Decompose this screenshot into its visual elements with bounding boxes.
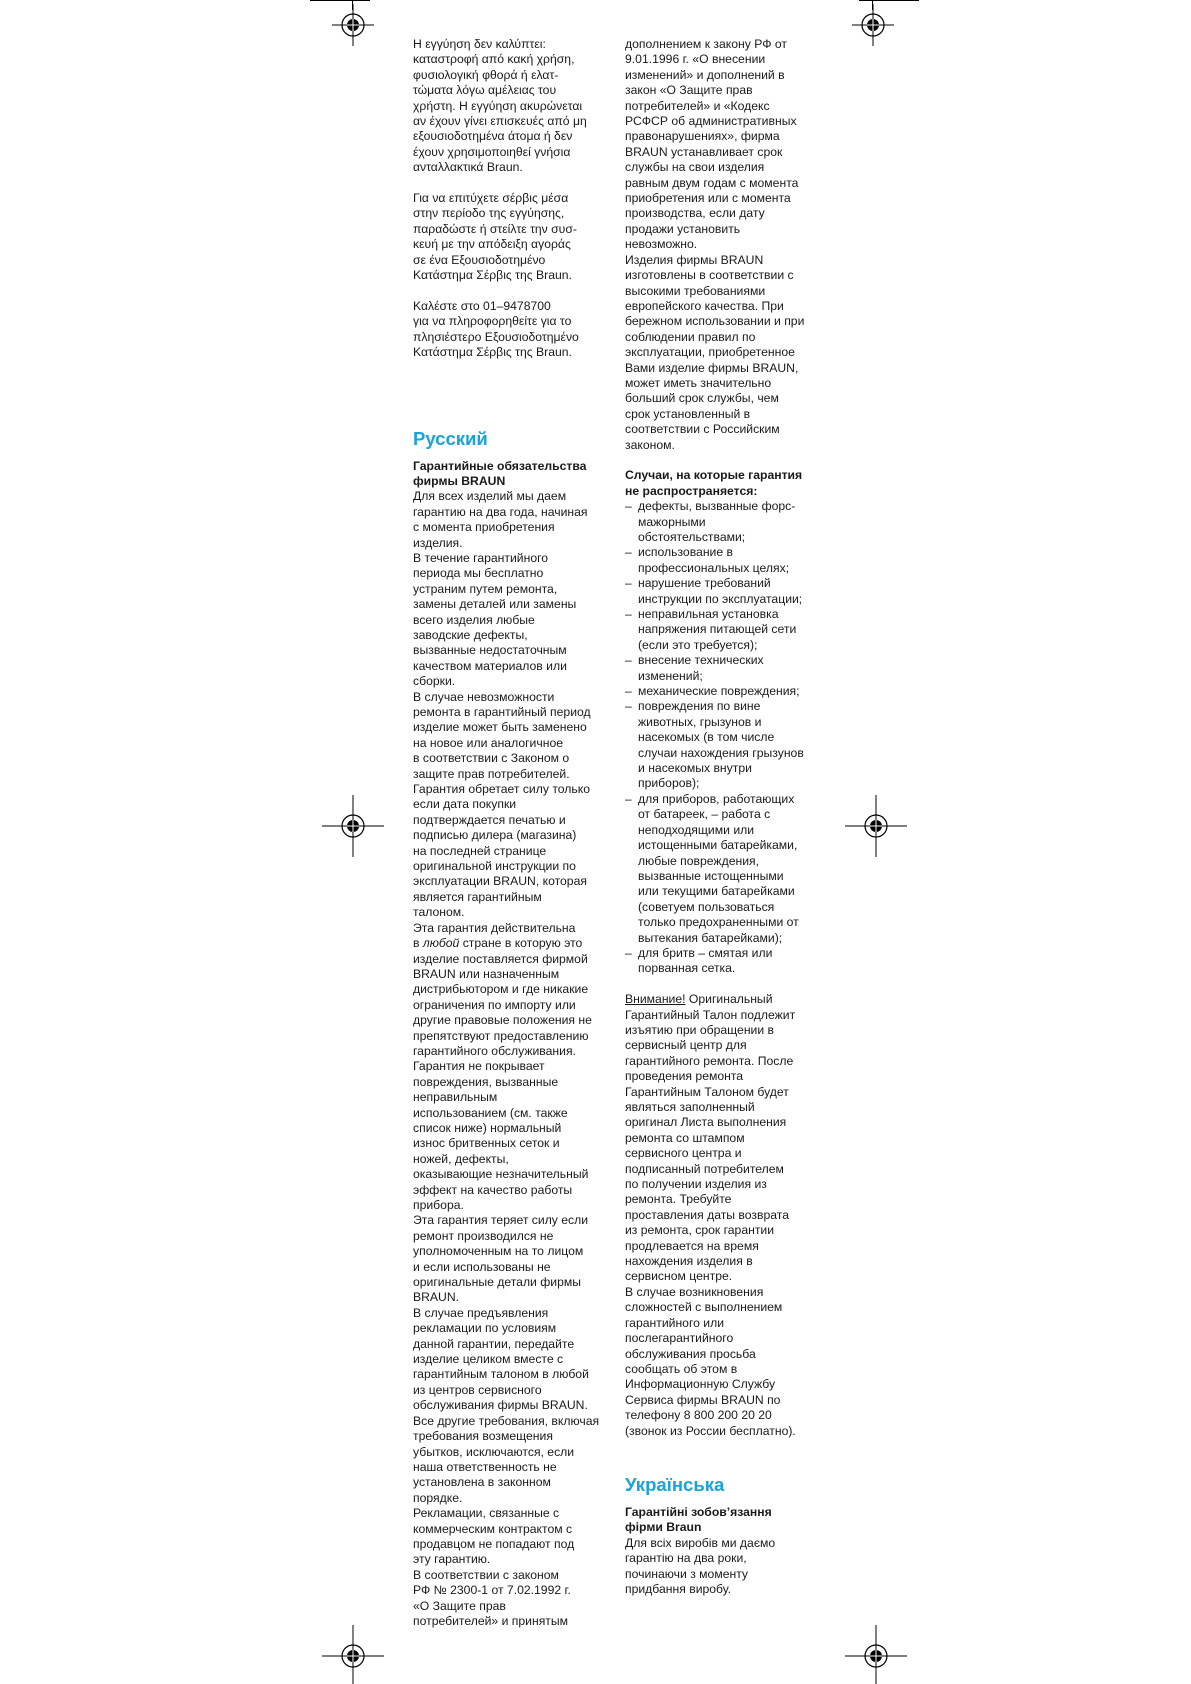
russian-paragraph-1: Для всех изделий мы даем гарантию на два года, начиная с момента приобретения изделия. В течение гарантийного периода мы бесплатно устраним путем ремонта, замены деталей или замены всего изделия любые заводские дефекты, вызванные недостаточным качеством материалов или сборки. В случае невозможности ремонта в гарантийный период изделие может быть заменено на новое или аналогичное в соответствии с Законом о защите прав потребителей. Гарантия обретает силу только если дата покупки подтверждается печатью и подписью дилера (магазина) на последней странице оригинальной инструкции по эксплуатации BRAUN, которая является гарантийным талоном. Эта гарантия действительна	[413, 489, 591, 935]
registration-mark-icon	[322, 795, 384, 857]
ukrainian-heading: Українська	[625, 1473, 725, 1495]
registration-mark-icon	[845, 795, 907, 857]
attention-paragraph: Гарантийный Талон подлежит изъятию при обращении в сервисный центр для гарантийного ремонта. После проведения ремонта Гарантийным Талоном будет являться заполненный оригинал Листа выполнения ремонта со штампом сервисного центра и подписанный потребителем по получении изделия из ремонта. Требуйте проставления даты возврата из ремонта, срок гарантии продлевается на время нахождения изделия в сервисном центре. В случае возникновения сложностей с выполнением гарантийного или послегарантийного обслуживания просьба сообщать об этом в Информационную Службу Сервиса фирмы BRAUN по телефону 8 800 200 20 20 (звонок из России бесплатно).	[625, 1007, 796, 1438]
list-item: – механические повреждения;	[625, 684, 825, 699]
registration-mark-icon	[322, 1625, 384, 1684]
attention-first-line	[625, 992, 825, 1007]
russian-paragraph-3: дополнением к закону РФ от 9.01.1996 г. «О внесении изменений» и дополнений в закон «О Защите прав потребителей» и «Кодекс РСФСР об административных правонарушениях», фирма BRAUN устанавливает срок службы на свои изделия равным двум годам с момента приобретения или с момента производства, если дату продажи установить невозможно. Изделия фирмы BRAUN изготовлены в соответствии с высокими требованиями европейского качества. При бережном использовании и при соблюдении правил по эксплуатации, приобретенное Вами изделие фирмы BRAUN, может иметь значительно больший срок службы, чем срок установленный в соответствии с Российским законом.	[625, 37, 805, 452]
greek-paragraph-1: Η εγγύηση δεν καλύπτει: καταστροφή από κακή χρήση, φυσιολογική φθορά ή ελατ- τώματα λόγω αμέλειας του χρήστη. Η εγγύηση ακυρώνεται αν έχουν γίνει επισκευές από μη εξουσιοδοτημένα άτομα ή δεν έχουν χρησιμοποιηθεί γνήσια ανταλλακτικά Braun.	[413, 37, 587, 175]
list-item: – использование в профессиональных целях;	[625, 545, 825, 576]
list-item: – повреждения по вине животных, грызунов и насекомых (в том числе случаи нахождения грызунов и насекомых внутри приборов);	[625, 699, 825, 791]
attention-first: Оригинальный	[685, 992, 773, 1007]
list-item: – для бритв – смятая или порванная сетка.	[625, 946, 825, 977]
list-item: – нарушение требований инструкции по эксплуатации;	[625, 576, 825, 607]
list-item: – внесение технических изменений;	[625, 653, 825, 684]
greek-paragraph-3: Καλέστε στο 01–9478700 για να πληροφορηθείτε για το πλησιέστερο Εξουσιοδοτημένο Κατάστημα Σέρβις της Braun.	[413, 298, 579, 360]
registration-mark-icon	[852, 4, 894, 46]
italic-line-suffix: стране в которую это	[459, 936, 583, 951]
ukrainian-paragraph-1: Для всіх виробів ми даємо гарантію на два роки, починаючи з моменту придбання виробу.	[625, 1535, 776, 1596]
registration-mark-icon	[332, 4, 374, 46]
exclusions-heading: Случаи, на которые гарантия не распространяется:	[625, 468, 803, 498]
crop-line	[859, 0, 919, 1]
russian-italic-line	[413, 936, 613, 951]
registration-mark-icon	[845, 1625, 907, 1684]
list-item: – неправильная установка напряжения питающей сети (если это требуется);	[625, 607, 825, 653]
left-column	[413, 37, 613, 1629]
list-item: – дефекты, вызванные форс- мажорными обстоятельствами;	[625, 499, 825, 545]
russian-paragraph-2: изделие поставляется фирмой BRAUN или назначенным дистрибьютором и где никакие ограничения по импорту или другие правовые положения не препятствуют предоставлению гарантийного обслуживания. Гарантия не покрывает повреждения, вызванные неправильным использованием (см. также список ниже) нормальный износ бритвенных сеток и ножей, дефекты, оказывающие незначительный эффект на качество работы прибора. Эта гарантия теряет силу если ремонт производился не уполномоченным на то лицом и если использованы не оригинальные детали фирмы BRAUN. В случае предъявления рекламации по условиям данной гарантии, передайте изделие целиком вместе с гарантийным талоном в любой из центров сервисного обслуживания фирмы BRAUN. Все другие требования, включая требования возмещения убытков, исключаются, если наша ответственность не установлена в законном порядке. Рекламации, связанные с коммерческим контрактом с продавцом не попадают под эту гарантию. В соответствии с законом РФ № 2300-1 от 7.02.1992 г. «О Защите прав потребителей» и принятым	[413, 951, 600, 1628]
italic-line-prefix: в	[413, 936, 423, 951]
exclusions-list	[625, 499, 825, 977]
russian-heading: Русский	[413, 427, 488, 449]
russian-subheading: Гарантийные обязательства фирмы BRAUN	[413, 458, 587, 488]
attention-label: Внимание!	[625, 992, 686, 1007]
crop-line	[310, 0, 370, 1]
ukrainian-subheading: Гарантійні зобов’язання фірми Braun	[625, 1504, 772, 1535]
right-column	[625, 37, 825, 1597]
italic-word: любой	[422, 936, 460, 951]
greek-paragraph-2: Για να επιτύχετε σέρβις μέσα στην περίοδο της εγγύησης, παραδώστε ή στείλτε την συσ- κευή με την απόδειξη αγοράς σε ένα Εξουσιοδοτημένο Κατάστημα Σέρβις της Braun.	[413, 191, 577, 283]
list-item: – для приборов, работающих от батареек, – работа с неподходящими или истощенными батарейками, любые повреждения, вызванные истощенными или текущими батарейками (советуем пользоваться только предохраненными от вытекания батарейками);	[625, 792, 825, 946]
